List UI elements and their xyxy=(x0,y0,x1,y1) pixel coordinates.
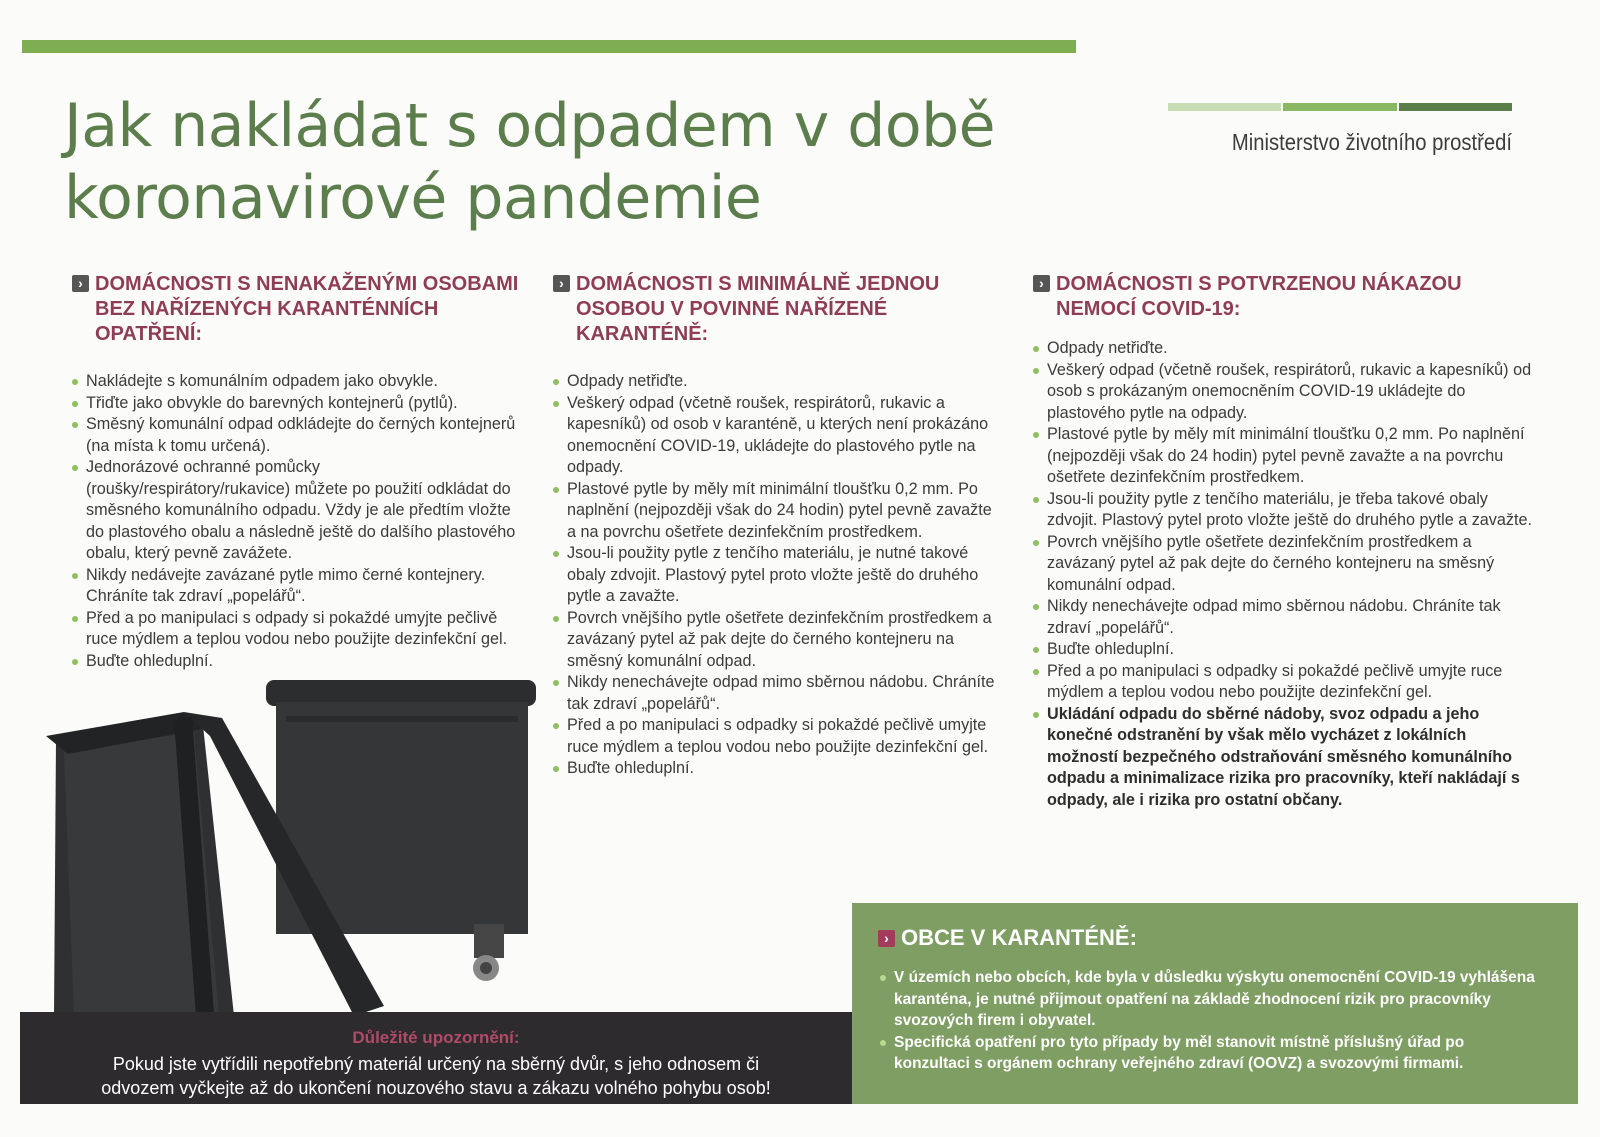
list-item: Před a po manipulaci s odpady si pokaždé umyjte pečlivě ruce mýdlem a teplou vodou nebo použijte dezinfekční gel. xyxy=(72,608,524,651)
top-accent-bar xyxy=(22,40,1076,53)
list-item: Nikdy nenechávejte odpad mimo sběrnou nádobu. Chráníte tak zdraví „popelářů“. xyxy=(553,672,1001,715)
list-item: Ukládání odpadu do sběrné nádoby, svoz odpadu a jeho konečné odstranění by však mělo vycházet z lokálních možností bezpečného odstraňování směsného komunálního odpadu a minimalizace rizika pro pracovníky, kteří nakládají s odpady, ale i rizika pro ostatní občany. xyxy=(1033,704,1538,812)
rear-bin xyxy=(266,680,536,981)
list-item: Nakládejte s komunálním odpadem jako obvykle. xyxy=(72,371,524,393)
column-heading: DOMÁCNOSTI S MINIMÁLNĚ JEDNOU OSOBOU V POVINNÉ NAŘÍZENÉ KARANTÉNĚ: xyxy=(576,273,940,345)
column-heading: DOMÁCNOSTI S NENAKAŽENÝMI OSOBAMI BEZ NAŘÍZENÝCH KARANTÉNNÍCH OPATŘENÍ: xyxy=(95,273,519,345)
list-item: Plastové pytle by měly mít minimální tloušťku 0,2 mm. Po naplnění (nejpozději však do 24 hodin) pytel pevně zavažte a na povrchu ošetřete dezinfekčním prostředkem. xyxy=(1033,424,1538,489)
column-header xyxy=(1033,272,1538,322)
list-item: Směsný komunální odpad odkládejte do černých kontejnerů (na místa k tomu určená). xyxy=(72,414,524,457)
column-infected-households xyxy=(1033,272,1538,811)
ministry-logo xyxy=(1168,103,1512,156)
list-item: Před a po manipulaci s odpadky si pokaždé pečlivě umyjte ruce mýdlem a teplou vodou nebo použijte dezinfekční gel. xyxy=(553,715,1001,758)
list-item: Buďte ohleduplní. xyxy=(553,758,1001,780)
chevron-right-icon: › xyxy=(878,930,895,947)
list-item: Veškerý odpad (včetně roušek, respirátorů, rukavic a kapesníků) od osob s prokázaným onemocněním COVID-19 ukládejte do plastového pytle na odpady. xyxy=(1033,360,1538,425)
list-item: Povrch vnějšího pytle ošetřete dezinfekčním prostředkem a zavázaný pytel až pak dejte do černého kontejneru na směsný komunální odpad. xyxy=(553,608,1001,673)
page-title xyxy=(64,90,1094,234)
logo-stripe-3 xyxy=(1399,103,1512,111)
column-header xyxy=(72,272,524,347)
list-item: Plastové pytle by měly mít minimální tloušťku 0,2 mm. Po naplnění (nejpozději však do 24 hodin) pytel pevně zavažte a na povrchu ošetřete dezinfekčním prostředkem. xyxy=(553,479,1001,544)
list-item: Buďte ohleduplní. xyxy=(72,651,524,673)
bullet-list xyxy=(72,371,524,672)
title-line-1: Jak nakládat s odpadem v době xyxy=(64,91,996,161)
chevron-right-icon: › xyxy=(553,275,570,292)
column-heading: DOMÁCNOSTI S POTVRZENOU NÁKAZOU NEMOCÍ COVID-19: xyxy=(1056,273,1462,320)
waste-bins-photo xyxy=(34,676,554,1016)
list-item: Buďte ohleduplní. xyxy=(1033,639,1538,661)
list-item: V územích nebo obcích, kde byla v důsledku výskytu onemocnění COVID-19 vyhlášena karanténa, je nutné přijmout opatření na základě zhodnocení rizik pro pracovníky svozových firem i obyvatel. xyxy=(880,967,1540,1032)
box-heading: OBCE V KARANTÉNĚ: xyxy=(901,925,1137,950)
notice-line-1: Pokud jste vytřídili nepotřebný materiál určený na sběrný dvůr, s jeho odnosem či xyxy=(112,1054,760,1074)
list-item: Nikdy nedávejte zavázané pytle mimo černé kontejnery. Chráníte tak zdraví „popelářů“. xyxy=(72,565,524,608)
list-item: Odpady netřiďte. xyxy=(553,371,1001,393)
list-item: Třiďte jako obvykle do barevných kontejnerů (pytlů). xyxy=(72,393,524,415)
list-item: Veškerý odpad (včetně roušek, respirátorů, rukavic a kapesníků) od osob v karanténě, u kterých není prokázáno onemocnění COVID-19, ukládejte do plastového pytle na odpady. xyxy=(553,393,1001,479)
title-line-2: koronavirové pandemie xyxy=(64,163,762,233)
bullet-list xyxy=(553,371,1001,780)
logo-stripe-2 xyxy=(1283,103,1396,111)
bullet-list xyxy=(1033,338,1538,811)
list-item: Jsou-li použity pytle z tenčího materiálu, je nutné takové obaly zdvojit. Plastový pytel proto vložte ještě do druhého pytle a zavažte. xyxy=(553,543,1001,608)
logo-stripe-1 xyxy=(1168,103,1281,111)
bullet-list xyxy=(880,967,1540,1075)
box-header xyxy=(878,925,1137,951)
list-item: Jednorázové ochranné pomůcky (roušky/respirátory/rukavice) můžete po použití odkládat do směsného komunálního odpadu. Vždy je ale předtím vložte do plastového obalu a následně ještě do dalšího plastového obalu, který pevně zavážete. xyxy=(72,457,524,565)
logo-stripes xyxy=(1168,103,1512,111)
municipalities-quarantine-box xyxy=(852,903,1578,1104)
list-item: Specifická opatření pro tyto případy by měl stanovit místně příslušný úřad po konzultaci s orgánem ochrany veřejného zdraví (OOVZ) a svozovými firmami. xyxy=(880,1032,1540,1075)
ministry-name: Ministerstvo životního prostředí xyxy=(1231,129,1512,155)
column-uninfected-households xyxy=(72,272,524,672)
list-item: Jsou-li použity pytle z tenčího materiálu, je třeba takové obaly zdvojit. Plastový pytel proto vložte ještě do druhého pytle a zavažte. xyxy=(1033,489,1538,532)
important-notice xyxy=(20,1012,852,1104)
notice-title: Důležité upozornění: xyxy=(352,1028,520,1047)
list-item: Povrch vnějšího pytle ošetřete dezinfekčním prostředkem a zavázaný pytel až pak dejte do černého kontejneru na směsný komunální odpad. xyxy=(1033,532,1538,597)
list-item: Nikdy nenechávejte odpad mimo sběrnou nádobu. Chráníte tak zdraví „popelářů“. xyxy=(1033,596,1538,639)
notice-text xyxy=(20,1052,852,1100)
chevron-right-icon: › xyxy=(1033,275,1050,292)
list-item: Odpady netřiďte. xyxy=(1033,338,1538,360)
chevron-right-icon: › xyxy=(72,275,89,292)
column-header xyxy=(553,272,1001,347)
notice-line-2: odvozem vyčkejte až do ukončení nouzového stavu a zákazu volného pohybu osob! xyxy=(101,1078,771,1098)
list-item: Před a po manipulaci s odpadky si pokaždé pečlivě umyjte ruce mýdlem a teplou vodou nebo použijte dezinfekční gel. xyxy=(1033,661,1538,704)
column-quarantine-households xyxy=(553,272,1001,780)
